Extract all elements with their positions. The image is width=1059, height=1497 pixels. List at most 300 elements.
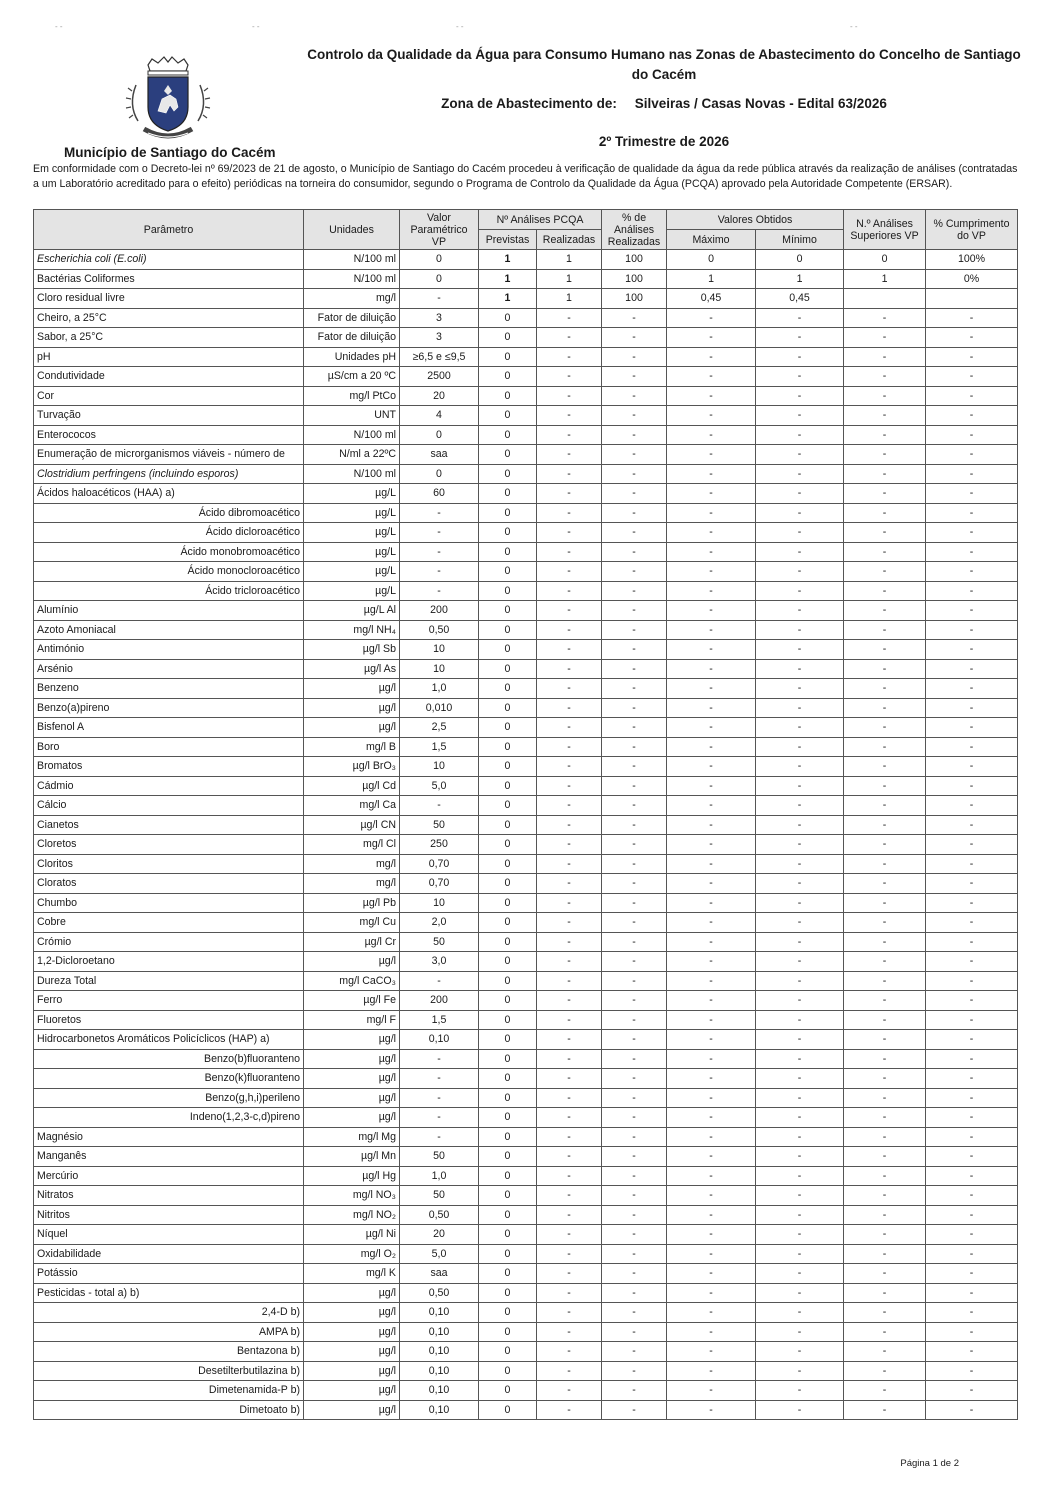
cell-param: Oxidabilidade [34,1244,304,1264]
cell-vp: - [400,971,479,991]
cell-pct: - [602,757,667,777]
table-row [34,1205,1018,1225]
cell-cump: - [926,1283,1018,1303]
cell-cump: - [926,1342,1018,1362]
cell-unit: µg/l [304,1303,400,1323]
table-row [34,250,1018,270]
cell-sup: - [844,815,926,835]
cell-min: - [756,425,844,445]
cell-min: 0,45 [756,289,844,309]
cell-prev: 0 [479,1225,537,1245]
cell-min: - [756,640,844,660]
cell-pct: - [602,445,667,465]
cell-max: - [667,874,756,894]
cell-min: 0 [756,250,844,270]
cell-real: - [537,815,602,835]
cell-vp: 10 [400,659,479,679]
table-body [34,250,1018,1420]
cell-unit: µg/L [304,503,400,523]
cell-cump: - [926,1381,1018,1401]
cell-min: - [756,737,844,757]
cell-param: AMPA b) [34,1322,304,1342]
table-row [34,913,1018,933]
cell-unit: mg/l Cu [304,913,400,933]
cell-max: 0 [667,250,756,270]
cell-unit: µg/l Fe [304,991,400,1011]
table-row [34,893,1018,913]
cell-param: Alumínio [34,601,304,621]
cell-unit: N/100 ml [304,250,400,270]
cell-sup: - [844,503,926,523]
cell-param: Enumeração de microrganismos viáveis - número de [34,445,304,465]
cell-prev: 0 [479,1381,537,1401]
cell-real: - [537,1283,602,1303]
cell-cump [926,289,1018,309]
cell-prev: 0 [479,1166,537,1186]
cell-prev: 0 [479,991,537,1011]
cell-sup: - [844,776,926,796]
cell-param: Ferro [34,991,304,1011]
cell-min: - [756,386,844,406]
cell-vp: 0,10 [400,1322,479,1342]
cell-min: - [756,1361,844,1381]
page-number: Página 1 de 2 [900,1458,959,1469]
cell-unit: mg/l CaCO₃ [304,971,400,991]
table-row [34,971,1018,991]
cell-cump: - [926,893,1018,913]
cell-cump: - [926,718,1018,738]
cell-vp: - [400,581,479,601]
cell-cump: - [926,757,1018,777]
table-row [34,581,1018,601]
cell-sup: - [844,659,926,679]
table-row [34,698,1018,718]
cell-prev: 0 [479,562,537,582]
cell-cump: - [926,1361,1018,1381]
cell-unit: µg/L [304,581,400,601]
cell-max: - [667,523,756,543]
cell-unit: mg/l NH₄ [304,620,400,640]
cell-cump: - [926,640,1018,660]
cell-sup: - [844,1010,926,1030]
cell-sup: - [844,971,926,991]
header-realizadas: Realizadas [537,230,602,250]
table-row [34,1225,1018,1245]
table-row [34,347,1018,367]
cell-unit: N/100 ml [304,464,400,484]
cell-cump: - [926,952,1018,972]
cell-max: - [667,679,756,699]
cell-unit: µg/l Mn [304,1147,400,1167]
cell-vp: 3,0 [400,952,479,972]
cell-sup: - [844,737,926,757]
cell-param: Cloritos [34,854,304,874]
cell-prev: 0 [479,640,537,660]
cell-real: - [537,406,602,426]
cell-real: - [537,347,602,367]
cell-cump: - [926,347,1018,367]
table-row [34,1381,1018,1401]
cell-pct: - [602,679,667,699]
header-cumprimento: % Cumprimento do VP [926,210,1018,250]
cell-unit: mg/l Cl [304,835,400,855]
cell-sup: 1 [844,269,926,289]
cell-max: - [667,1381,756,1401]
cell-param: Chumbo [34,893,304,913]
cell-max: - [667,464,756,484]
cell-cump: - [926,464,1018,484]
cell-prev: 0 [479,1186,537,1206]
cell-param: Benzo(b)fluoranteno [34,1049,304,1069]
cell-prev: 0 [479,1069,537,1089]
cell-param: Desetilterbutilazina b) [34,1361,304,1381]
cell-real: - [537,952,602,972]
cell-max: - [667,562,756,582]
cell-vp: 2,5 [400,718,479,738]
cell-unit: mg/l Mg [304,1127,400,1147]
cell-prev: 0 [479,1127,537,1147]
cell-unit: µg/l [304,679,400,699]
cell-max: - [667,776,756,796]
cell-min: - [756,991,844,1011]
cell-vp: 0 [400,464,479,484]
table-row [34,1088,1018,1108]
cell-prev: 0 [479,1088,537,1108]
table-row [34,757,1018,777]
cell-max: - [667,1322,756,1342]
cell-min: - [756,1400,844,1420]
cell-cump: - [926,523,1018,543]
cell-param: Dimetoato b) [34,1400,304,1420]
cell-cump: - [926,1010,1018,1030]
table-row [34,386,1018,406]
cell-real: - [537,464,602,484]
cell-cump: - [926,581,1018,601]
cell-vp: 50 [400,932,479,952]
cell-param: 1,2-Dicloroetano [34,952,304,972]
cell-vp: 5,0 [400,776,479,796]
cell-real: - [537,1030,602,1050]
cell-min: - [756,542,844,562]
cell-unit: mg/l [304,874,400,894]
cell-sup: - [844,893,926,913]
cell-max: 1 [667,269,756,289]
cell-param: Bisfenol A [34,718,304,738]
cell-pct: - [602,893,667,913]
cell-param: Fluoretos [34,1010,304,1030]
cell-max: - [667,620,756,640]
cell-real: - [537,991,602,1011]
cell-sup: - [844,835,926,855]
table-row [34,1342,1018,1362]
cell-max: - [667,503,756,523]
cell-param: Dimetenamida-P b) [34,1381,304,1401]
cell-pct: - [602,815,667,835]
cell-vp: 0,50 [400,620,479,640]
table-row [34,620,1018,640]
cell-unit: µg/l [304,718,400,738]
cell-cump: - [926,367,1018,387]
cell-pct: - [602,484,667,504]
cell-param: Cloretos [34,835,304,855]
document-title: Controlo da Qualidade da Água para Consumo Humano nas Zonas de Abastecimento do Concelho de Santiago do Cacém [307,47,1021,82]
cell-max: - [667,1283,756,1303]
cell-sup: - [844,308,926,328]
table-row [34,484,1018,504]
cell-cump: - [926,1147,1018,1167]
cell-prev: 0 [479,367,537,387]
table-row [34,679,1018,699]
header-analises: Nº Análises PCQA [479,210,602,230]
cell-min: - [756,328,844,348]
cell-cump: - [926,1088,1018,1108]
cell-prev: 0 [479,893,537,913]
cell-sup: - [844,1108,926,1128]
header-valores: Valores Obtidos [667,210,844,230]
cell-prev: 0 [479,1010,537,1030]
cell-real: - [537,1264,602,1284]
cell-vp: 60 [400,484,479,504]
cell-pct: - [602,991,667,1011]
cell-sup: - [844,796,926,816]
cell-cump: - [926,913,1018,933]
cell-min: - [756,659,844,679]
table-row [34,718,1018,738]
cell-vp: ≥6,5 e ≤9,5 [400,347,479,367]
cell-min: - [756,1108,844,1128]
cell-real: - [537,640,602,660]
cell-real: - [537,1049,602,1069]
table-row [34,737,1018,757]
cell-min: - [756,679,844,699]
cell-real: - [537,484,602,504]
cell-min: - [756,1322,844,1342]
cell-vp: - [400,1049,479,1069]
header-unidades: Unidades [304,210,400,250]
cell-max: - [667,971,756,991]
header-parametro: Parâmetro [34,210,304,250]
cell-max: - [667,1108,756,1128]
table-row [34,367,1018,387]
cell-unit: µg/L [304,562,400,582]
cell-vp: 2,0 [400,913,479,933]
cell-real: - [537,1361,602,1381]
cell-real: - [537,1342,602,1362]
header-superiores: N.º Análises Superiores VP [844,210,926,250]
cell-vp: - [400,562,479,582]
cell-real: - [537,679,602,699]
cell-max: - [667,854,756,874]
cell-pct: - [602,503,667,523]
cell-pct: - [602,308,667,328]
cell-cump: - [926,328,1018,348]
cell-cump: - [926,1205,1018,1225]
cell-param: Benzo(g,h,i)perileno [34,1088,304,1108]
cell-sup: - [844,464,926,484]
cell-prev: 0 [479,718,537,738]
cell-cump: - [926,542,1018,562]
cell-min: - [756,1205,844,1225]
cell-cump: - [926,620,1018,640]
cell-real: 1 [537,289,602,309]
table-row [34,1283,1018,1303]
cell-sup: - [844,1088,926,1108]
cell-param: Boro [34,737,304,757]
cell-prev: 0 [479,1283,537,1303]
cell-cump: - [926,1225,1018,1245]
cell-vp: 0,10 [400,1361,479,1381]
cell-min: - [756,1010,844,1030]
cell-prev: 0 [479,1322,537,1342]
cell-prev: 1 [479,269,537,289]
cell-sup: - [844,523,926,543]
cell-cump: - [926,1127,1018,1147]
cell-pct: - [602,1030,667,1050]
cell-prev: 0 [479,679,537,699]
table-row [34,406,1018,426]
cell-vp: - [400,542,479,562]
cell-pct: - [602,464,667,484]
cell-param: Benzo(k)fluoranteno [34,1069,304,1089]
cell-pct: - [602,406,667,426]
cell-cump: - [926,698,1018,718]
cell-prev: 0 [479,386,537,406]
cell-min: - [756,757,844,777]
cell-min: - [756,776,844,796]
cell-min: - [756,1381,844,1401]
cell-prev: 0 [479,601,537,621]
table-row [34,308,1018,328]
cell-pct: - [602,1069,667,1089]
table-row [34,815,1018,835]
cell-param: Antimónio [34,640,304,660]
cell-unit: µg/l Ni [304,1225,400,1245]
table-row [34,425,1018,445]
cell-pct: - [602,1244,667,1264]
cell-cump: - [926,737,1018,757]
table-row [34,503,1018,523]
cell-max: - [667,601,756,621]
cell-real: - [537,1205,602,1225]
cell-max: - [667,445,756,465]
cell-real: - [537,562,602,582]
cell-real: - [537,386,602,406]
cell-param: 2,4-D b) [34,1303,304,1323]
table-row [34,1400,1018,1420]
cell-real: - [537,835,602,855]
cell-real: - [537,932,602,952]
cell-param: Condutividade [34,367,304,387]
cell-pct: - [602,640,667,660]
table-row [34,640,1018,660]
header-previstas: Previstas [479,230,537,250]
cell-cump: - [926,679,1018,699]
cell-pct: - [602,542,667,562]
cell-param: Benzeno [34,679,304,699]
cell-max: - [667,815,756,835]
cell-min: - [756,601,844,621]
cell-max: 0,45 [667,289,756,309]
cell-prev: 0 [479,1361,537,1381]
cell-vp: 10 [400,757,479,777]
cell-prev: 0 [479,1264,537,1284]
cell-sup: - [844,718,926,738]
cell-min: - [756,1049,844,1069]
cell-min: - [756,1030,844,1050]
cell-sup: - [844,913,926,933]
cell-vp: 0,010 [400,698,479,718]
cell-max: - [667,893,756,913]
cell-unit: mg/l Ca [304,796,400,816]
table-row [34,464,1018,484]
cell-unit: µg/l Cd [304,776,400,796]
cell-vp: 0,10 [400,1030,479,1050]
table-row [34,1147,1018,1167]
cell-pct: - [602,620,667,640]
table-row [34,932,1018,952]
cell-vp: - [400,523,479,543]
cell-unit: N/100 ml [304,425,400,445]
table-row [34,1244,1018,1264]
cell-min: 1 [756,269,844,289]
cell-vp: 0 [400,269,479,289]
cell-real: 1 [537,250,602,270]
cell-cump: - [926,562,1018,582]
cell-sup: - [844,1342,926,1362]
cell-cump: - [926,425,1018,445]
cell-param: Ácido monobromoacético [34,542,304,562]
cell-min: - [756,952,844,972]
cell-sup: - [844,1381,926,1401]
cell-unit: Fator de diluição [304,308,400,328]
table-row [34,1322,1018,1342]
cell-param: Nitratos [34,1186,304,1206]
table-row [34,562,1018,582]
cell-cump: - [926,1030,1018,1050]
cell-cump: 0% [926,269,1018,289]
cell-cump: - [926,386,1018,406]
cell-param: Turvação [34,406,304,426]
cell-pct: - [602,1361,667,1381]
zone-label: Zona de Abastecimento de: [441,96,617,111]
table-row [34,1166,1018,1186]
cell-unit: µg/l [304,1069,400,1089]
cell-sup: - [844,1322,926,1342]
cell-pct: - [602,1205,667,1225]
cell-vp: 0,70 [400,874,479,894]
table-row [34,1069,1018,1089]
cell-pct: - [602,1400,667,1420]
cell-param: Indeno(1,2,3-c,d)pireno [34,1108,304,1128]
cell-max: - [667,328,756,348]
supply-zone [300,96,1028,111]
cell-sup: - [844,1244,926,1264]
cell-max: - [667,737,756,757]
table-row [34,289,1018,309]
cell-min: - [756,1186,844,1206]
cell-min: - [756,367,844,387]
cell-max: - [667,1127,756,1147]
cell-max: - [667,1361,756,1381]
cell-param: Cádmio [34,776,304,796]
table-row [34,1108,1018,1128]
cell-unit: mg/l NO₂ [304,1205,400,1225]
cell-sup: - [844,562,926,582]
cell-unit: UNT [304,406,400,426]
cell-unit: Fator de diluição [304,328,400,348]
cell-vp: 3 [400,308,479,328]
cell-vp: 1,5 [400,1010,479,1030]
